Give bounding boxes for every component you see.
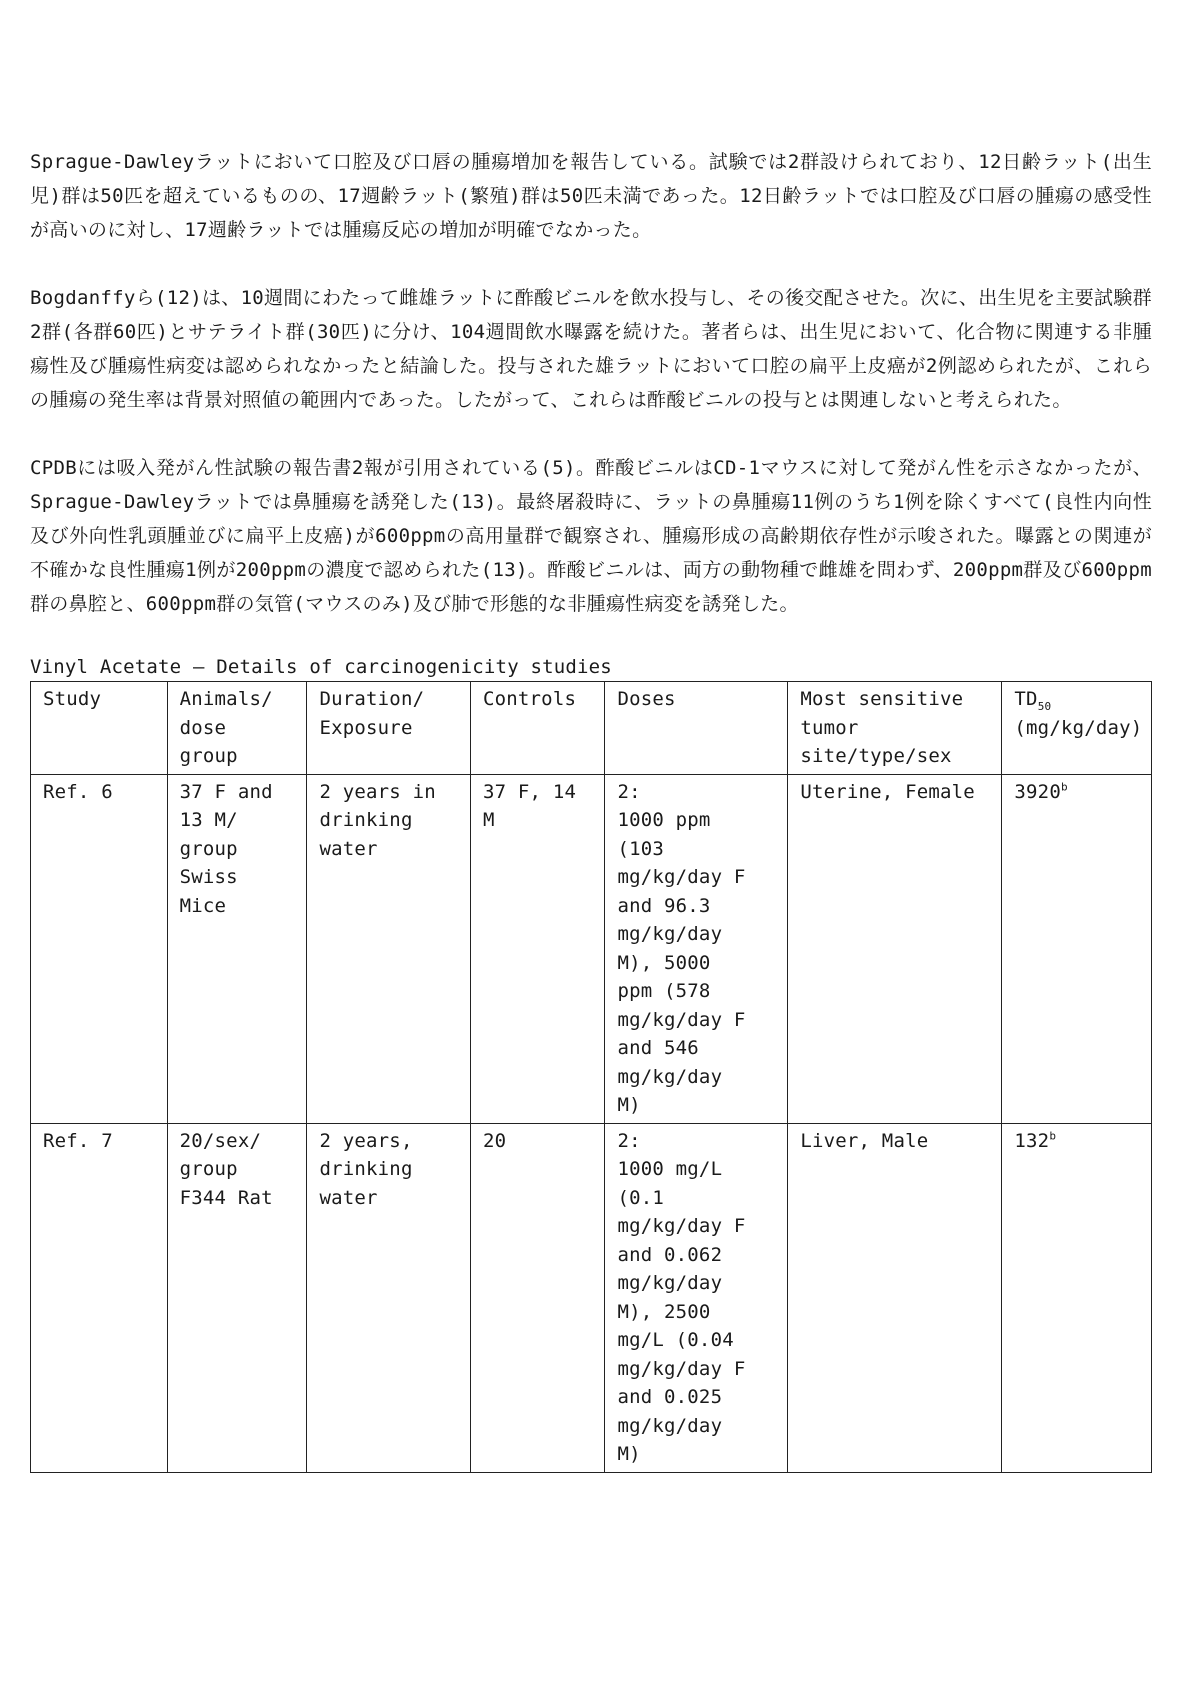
cell-study: Ref. 7 — [31, 1123, 168, 1472]
cell-controls: 20 — [470, 1123, 604, 1472]
table-header-row — [31, 682, 1152, 775]
cell-td50: 3920$^b$ — [1002, 774, 1152, 1123]
cell-animals: 20/sex/ group F344 Rat — [167, 1123, 307, 1472]
header-study: Study — [31, 682, 168, 775]
header-doses: Doses — [605, 682, 788, 775]
header-td50: $TD_{50}$ (mg/kg/day) — [1002, 682, 1152, 775]
header-controls: Controls — [470, 682, 604, 775]
document-page — [30, 145, 1152, 1473]
table-title: Vinyl Acetate – Details of carcinogenicity studies — [30, 656, 612, 678]
cell-duration: 2 years in drinking water — [307, 774, 471, 1123]
cell-animals: 37 F and 13 M/ group Swiss Mice — [167, 774, 307, 1123]
paragraph-2: Bogdanffyら(12)は、10週間にわたって雌雄ラットに酢酸ビニルを飲水投与し、その後交配させた。次に、出生児を主要試験群2群(各群60匹)とサテライト群(30匹)に分け、104週間飲水曝露を続けた。著者らは、出生児において、化合物に関連する非腫瘍性及び腫瘍性病変は認められなかったと結論した。投与された雄ラットにおいて口腔の扁平上皮癌が2例認められたが、これらの腫瘍の発生率は背景対照値の範囲内であった。したがって、これらは酢酸ビニルの投与とは関連しないと考えられた。 — [30, 287, 1152, 411]
header-animals: Animals/ dose group — [167, 682, 307, 775]
cell-doses: 2: 1000 ppm (103 mg/kg/day F and 96.3 mg/kg/day M), 5000 ppm (578 mg/kg/day F and 546 mg/kg/day M) — [605, 774, 788, 1123]
header-duration: Duration/ Exposure — [307, 682, 471, 775]
header-site: Most sensitive tumor site/type/sex — [788, 682, 1002, 775]
paragraph-1: Sprague-Dawleyラットにおいて口腔及び口唇の腫瘍増加を報告している。試験では2群設けられており、12日齢ラット(出生児)群は50匹を超えているものの、17週齢ラット(繁殖)群は50匹未満であった。12日齢ラットでは口腔及び口唇の腫瘍の感受性が高いのに対し、17週齢ラットでは腫瘍反応の増加が明確でなかった。 — [30, 151, 1152, 241]
carcinogenicity-table — [30, 681, 1152, 1473]
cell-td50: 132$^b$ — [1002, 1123, 1152, 1472]
cell-duration: 2 years, drinking water — [307, 1123, 471, 1472]
cell-doses: 2: 1000 mg/L (0.1 mg/kg/day F and 0.062 mg/kg/day M), 2500 mg/L (0.04 mg/kg/day F and 0.025 mg/kg/day M) — [605, 1123, 788, 1472]
table-row — [31, 1123, 1152, 1472]
cell-controls: 37 F, 14 M — [470, 774, 604, 1123]
paragraph-3: CPDBには吸入発がん性試験の報告書2報が引用されている(5)。酢酸ビニルはCD-1マウスに対して発がん性を示さなかったが、Sprague-Dawleyラットでは鼻腫瘍を誘発した(13)。最終屠殺時に、ラットの鼻腫瘍11例のうち1例を除くすべて(良性内向性及び外向性乳頭腫並びに扁平上皮癌)が600ppmの高用量群で観察され、腫瘍形成の高齢期依存性が示唆された。曝露との関連が不確かな良性腫瘍1例が200ppmの濃度で認められた(13)。酢酸ビニルは、両方の動物種で雌雄を問わず、200ppm群及び600ppm群の鼻腔と、600ppm群の気管(マウスのみ)及び肺で形態的な非腫瘍性病変を誘発した。 — [30, 457, 1152, 615]
cell-study: Ref. 6 — [31, 774, 168, 1123]
cell-site: Liver, Male — [788, 1123, 1002, 1472]
cell-site: Uterine, Female — [788, 774, 1002, 1123]
table-row — [31, 774, 1152, 1123]
